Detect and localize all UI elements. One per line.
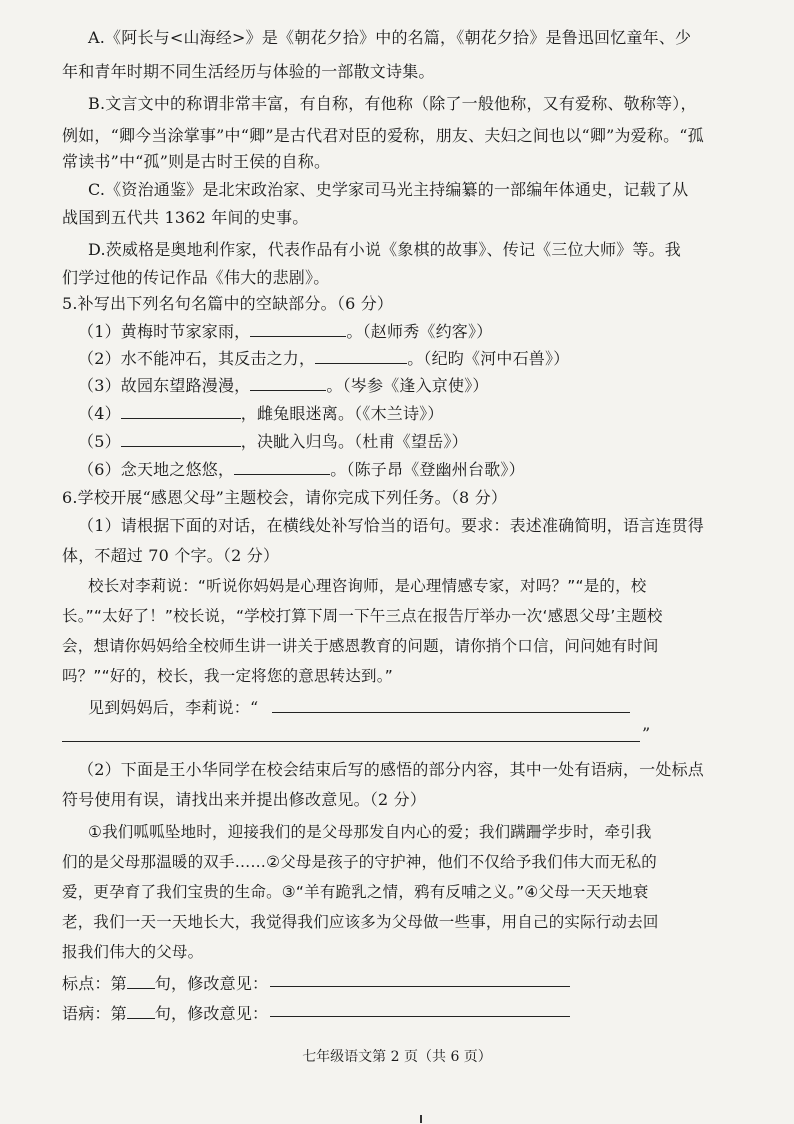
q6-title: 6.学校开展“感恩父母”主题校会，请你完成下列任务。（8 分） [62,488,508,507]
q4-option-a-line1: A.《阿长与<山海经>》是《朝花夕拾》中的名篇，《朝花夕拾》是鲁迅回忆童年、少 [88,28,692,47]
q6-part2-line1: （2）下面是王小华同学在校会结束后写的感悟的部分内容，其中一处有语病，一处标点 [78,760,704,779]
answer-blank[interactable] [315,349,407,364]
answer-blank[interactable] [234,460,330,475]
dialog-line1: 校长对李莉说：“听说你妈妈是心理咨询师，是心理情感专家，对吗？”“是的，校 [88,577,647,595]
page-footer: 七年级语文第 2 页（共 6 页） [302,1049,492,1065]
answer-line-2[interactable] [62,741,640,742]
q4-option-b-line3: 常读书”中“孤”则是古时王侯的自称。 [62,152,331,171]
q4-option-a-line2: 年和青年时期不同生活经历与体验的一部散文诗集。 [62,62,435,81]
q6-part1-line2: 体，不超过 70 个字。（2 分） [62,546,280,565]
page-mark [420,1115,422,1123]
q4-option-b-line1: B.文言文中的称谓非常丰富，有自称，有他称（除了一般他称，又有爱称、敬称等）， [88,94,697,113]
passage-line4: 老，我们一天一天地长大，我觉得我们应该多为父母做一些事，用自己的实际行动去回 [62,913,659,931]
answer-blank[interactable] [250,376,326,391]
q6-part1-line1: （1）请根据下面的对话，在横线处补写恰当的语句。要求：表述准确简明，语言连贯得 [78,516,704,535]
answer-line-1[interactable] [272,712,630,713]
answer-blank[interactable] [250,322,346,337]
q5-item-1: （1）黄梅时节家家雨， 。（赵师秀《约客》） [78,322,493,341]
dialog-line3: 会，想请你妈妈给全校师生讲一讲关于感恩教育的问题，请你捎个口信，问问她有时间 [62,637,659,655]
q5-item-3: （3）故园东望路漫漫， 。（岑参《逢入京使》） [78,376,489,395]
passage-line1: ①我们呱呱坠地时，迎接我们的是父母那发自内心的爱；我们蹒跚学步时，牵引我 [88,823,652,841]
answer-prefix: 见到妈妈后，李莉说：“ [88,698,259,717]
passage-line3: 爱，更孕育了我们宝贵的生命。③“羊有跪乳之情，鸦有反哺之义。”④父母一天天地衰 [62,883,649,901]
answer-close-quote: ” [642,724,651,743]
q4-option-c-line2: 战国到五代共 1362 年间的史事。 [62,208,309,227]
q4-option-d-line1: D.茨威格是奥地利作家，代表作品有小说《象棋的故事》、传记《三位大师》等。我 [88,240,681,259]
q5-item-6: （6）念天地之悠悠， 。（陈子昂《登幽州台歌》） [78,460,525,479]
q4-option-d-line2: 们学过他的传记作品《伟大的悲剧》。 [62,268,330,287]
dialog-line2: 长。”“太好了！”校长说，“学校打算下周一下午三点在报告厅举办一次‘感恩父母’主题校 [62,607,663,625]
grammar-suggestion-line[interactable] [270,1016,570,1017]
q4-option-b-line2: 例如，“卿今当涂掌事”中“卿”是古代君对臣的爱称，朋友、夫妇之间也以“卿”为爱称。“孤 [62,126,704,145]
sentence-number-blank[interactable] [127,974,155,989]
answer-blank[interactable] [121,404,241,419]
q5-title: 5.补写出下列名句名篇中的空缺部分。（6 分） [62,294,394,313]
q4-option-c-line1: C.《资治通鉴》是北宋政治家、史学家司马光主持编纂的一部编年体通史，记载了从 [88,180,689,199]
punctuation-suggestion-line[interactable] [270,986,570,987]
answer-blank[interactable] [121,432,241,447]
passage-line2: 们的是父母那温暖的双手……②父母是孩子的守护神，他们不仅给予我们伟大而无私的 [62,853,657,871]
sentence-number-blank[interactable] [127,1004,155,1019]
q5-item-2: （2）水不能冲石，其反击之力， 。（纪昀《河中石兽》） [78,349,570,368]
punctuation-answer-row: 标点：第 句，修改意见： [62,974,269,993]
q6-part2-line2: 符号使用有误，请找出来并提出修改意见。（2 分） [62,790,427,809]
q5-item-4: （4） ，雌兔眼迷离。（《木兰诗》） [78,404,444,423]
q5-item-5: （5） ，决眦入归鸟。（杜甫《望岳》） [78,432,468,451]
passage-line5: 报我们伟大的父母。 [62,943,204,961]
grammar-answer-row: 语病：第 句，修改意见： [62,1004,269,1023]
dialog-line4: 吗？”“好的，校长，我一定将您的意思转达到。” [62,667,393,685]
